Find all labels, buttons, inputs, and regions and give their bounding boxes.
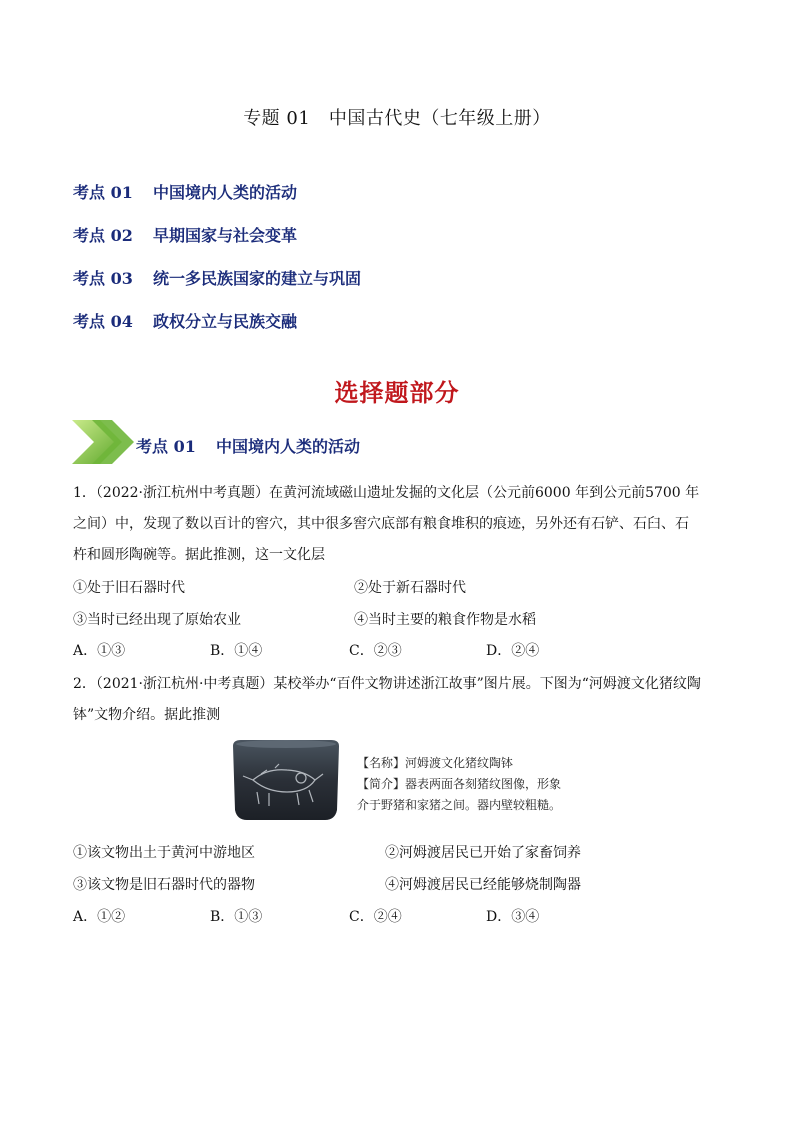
toc-item-3 [73, 266, 361, 289]
q1-statement-1: ①处于旧石器时代 [73, 580, 185, 596]
q2-stem-line-1: 2．（2021·浙江杭州·中考真题）某校举办“百件文物讲述浙江故事”图片展。下图为“河姆渡文化猪纹陶 [73, 676, 701, 692]
q2-option-b[interactable]: B．①③ [210, 909, 263, 925]
q2-statement-3: ③该文物是旧石器时代的器物 [73, 877, 255, 893]
artifact-caption-name: 【名称】河姆渡文化猪纹陶钵 [357, 756, 514, 770]
toc-label: 政权分立与民族交融 [153, 312, 298, 331]
q1-option-c[interactable]: C．②③ [349, 643, 402, 659]
toc-label: 早期国家与社会变革 [153, 226, 298, 245]
q2-stem-line-2: 钵”文物介绍。据此推测 [73, 707, 221, 723]
toc-label: 统一多民族国家的建立与巩固 [153, 269, 362, 288]
topic-label: 中国境内人类的活动 [216, 437, 361, 456]
q2-option-a[interactable]: A．①② [73, 909, 126, 925]
toc-item-1 [73, 180, 297, 203]
q2-statement-1: ①该文物出土于黄河中游地区 [73, 845, 255, 861]
toc-code: 考点 01 [73, 183, 133, 202]
section-title: 选择题部分 [334, 378, 460, 407]
toc-code: 考点 02 [73, 226, 133, 245]
page-title: 专题 01 中国古代史（七年级上册） [243, 108, 551, 129]
artifact-caption-intro: 【简介】器表两面各刻猪纹图像，形象 [357, 777, 562, 791]
q2-option-d[interactable]: D．③④ [486, 909, 540, 925]
q1-option-d[interactable]: D．②④ [486, 643, 540, 659]
topic-heading [136, 434, 360, 457]
topic-code: 考点 01 [136, 437, 196, 456]
toc-code: 考点 04 [73, 312, 133, 331]
toc-label: 中国境内人类的活动 [153, 183, 298, 202]
q1-statement-4: ④当时主要的粮食作物是水稻 [354, 612, 536, 628]
q2-option-c[interactable]: C．②④ [349, 909, 402, 925]
q1-stem-line-3: 杵和圆形陶碗等。据此推测，这一文化层 [73, 547, 325, 563]
toc-code: 考点 03 [73, 269, 133, 288]
q1-statement-3: ③当时已经出现了原始农业 [73, 612, 241, 628]
q2-statement-2: ②河姆渡居民已开始了家畜饲养 [385, 845, 581, 861]
q1-option-a[interactable]: A．①③ [73, 643, 126, 659]
q1-stem-line-1: 1．（2022·浙江杭州中考真题）在黄河流域磁山遗址发掘的文化层（公元前6000 年到公元前5700 年 [73, 485, 700, 501]
q2-statement-4: ④河姆渡居民已经能够烧制陶器 [385, 877, 581, 893]
artifact-caption-intro-cont: 介于野猪和家猪之间。器内壁较粗糙。 [357, 798, 562, 812]
q1-statement-2: ②处于新石器时代 [354, 580, 466, 596]
q1-stem-line-2: 之间）中，发现了数以百计的窖穴，其中很多窖穴底部有粮食堆积的痕迹，另外还有石铲、石臼、石 [73, 516, 689, 532]
green-arrow-icon [64, 414, 144, 470]
toc-item-4 [73, 309, 297, 332]
toc-item-2 [73, 223, 297, 246]
q1-option-b[interactable]: B．①④ [210, 643, 263, 659]
